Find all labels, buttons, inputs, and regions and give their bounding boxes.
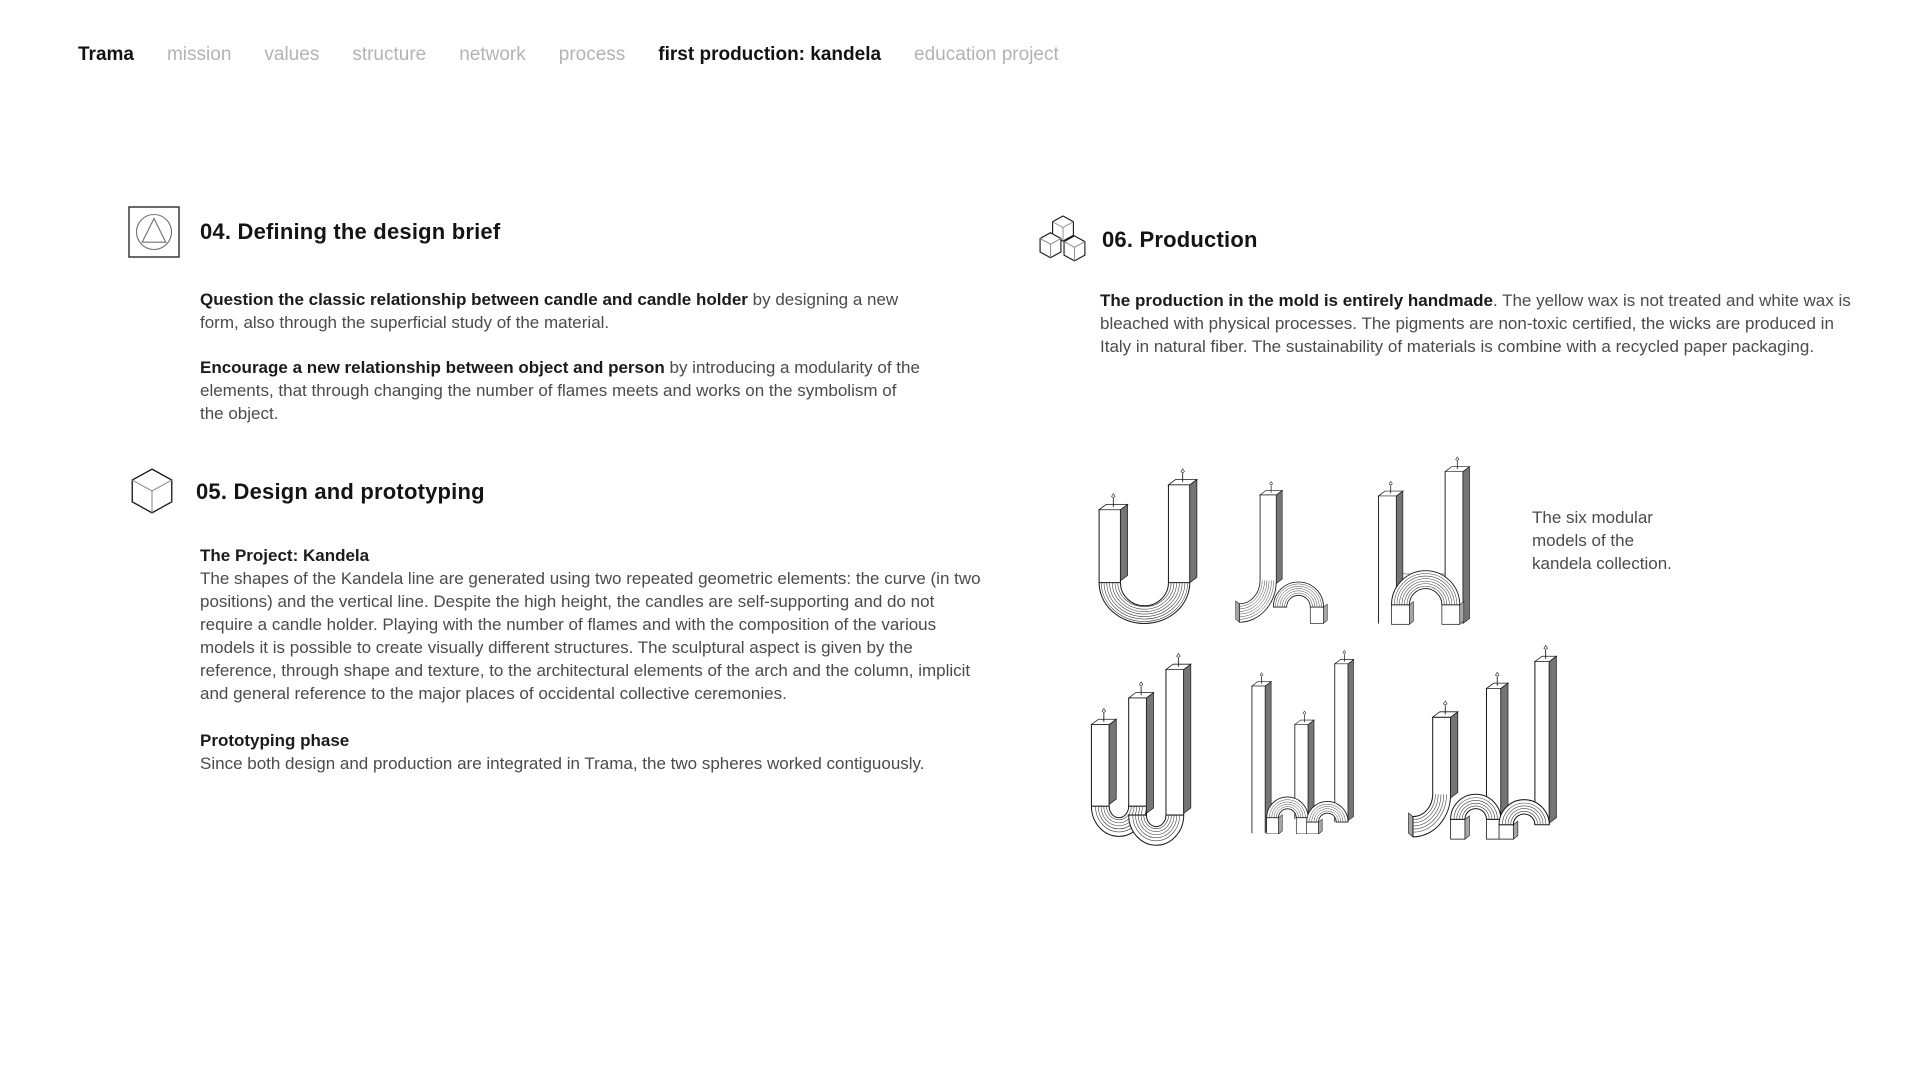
candle-model-6-illustration — [1404, 640, 1560, 841]
nav-items — [167, 44, 1059, 66]
figure-caption: The six modular models of the kandela collection. — [1532, 508, 1672, 573]
production-paragraph-text: . The yellow wax is not treated and white wax is bleached with physical processes. The pigments are non-toxic certified, the wicks are produced in Italy in natural fiber. The sustainability of materials is combine with a recycled paper packaging. — [1100, 291, 1851, 356]
isometric-cube-icon — [128, 466, 176, 518]
section-design-brief — [128, 206, 968, 425]
project-kandela-text: The shapes of the Kandela line are generated using two repeated geometric elements: the curve (in two positions) and the vertical line. Despite the high height, the candles are self-supporting and do not require a candle holder. Playing with the number of flames and with the composition of the various models it is possible to create visually different structures. The sculptural aspect is given by the reference, through shape and texture, to the architectural elements of the arch and the column, implicit and general reference to the major places of occidental collective ceremonies. — [200, 569, 981, 703]
section-production-header — [1038, 215, 1858, 265]
candle-model-3-illustration — [1372, 452, 1476, 626]
production-paragraph — [1100, 289, 1852, 358]
candle-model-5-illustration — [1246, 646, 1354, 834]
section-brief-heading: 04. Defining the design brief — [200, 219, 501, 244]
brand-trama[interactable]: Trama — [78, 44, 134, 65]
prototyping-phase-title: Prototyping phase — [200, 731, 350, 750]
project-kandela-title: The Project: Kandela — [200, 546, 370, 565]
kandela-models-figure — [1080, 450, 1840, 900]
brief-paragraph-1 — [200, 288, 900, 334]
brief-paragraph-2 — [200, 356, 924, 425]
production-paragraph-lead: The production in the mold is entirely handmade — [1100, 291, 1493, 310]
brief-paragraph-1-lead: Question the classic relationship between candle and candle holder — [200, 290, 748, 309]
nav-item-education-project[interactable]: education project — [914, 44, 1059, 65]
nav-item-values[interactable]: values — [264, 44, 320, 65]
section-design-prototyping — [128, 466, 988, 775]
nav-item-process[interactable]: process — [558, 44, 626, 65]
section-production-heading: 06. Production — [1102, 227, 1258, 252]
nav-item-network[interactable]: network — [459, 44, 526, 65]
prototyping-phase-text: Since both design and production are integrated in Trama, the two spheres worked contiguously. — [200, 754, 925, 773]
nav-item-structure[interactable]: structure — [352, 44, 427, 65]
candle-model-2-illustration — [1232, 474, 1328, 625]
top-nav — [78, 44, 1059, 66]
section-design-heading: 05. Design and prototyping — [196, 479, 485, 504]
section-production — [1038, 215, 1858, 358]
three-cubes-icon — [1038, 215, 1088, 265]
nav-item-mission[interactable]: mission — [166, 44, 232, 65]
triangle-in-circle-icon — [128, 206, 180, 258]
brief-paragraph-2-text: by introducing a modularity of the elements, that through changing the number of flames meets and works on the symbolism of the object. — [200, 358, 920, 423]
candle-model-1-illustration — [1092, 458, 1204, 629]
candle-model-4-illustration — [1086, 650, 1198, 847]
section-design-body — [200, 544, 988, 775]
brief-paragraph-2-lead: Encourage a new relationship between object and person — [200, 358, 665, 377]
section-design-header — [128, 466, 988, 518]
nav-item-first-production-kandela[interactable]: first production: kandela — [658, 44, 882, 65]
brief-paragraph-1-text: by designing a new form, also through the superficial study of the material. — [200, 290, 899, 332]
section-brief-header — [128, 206, 968, 258]
